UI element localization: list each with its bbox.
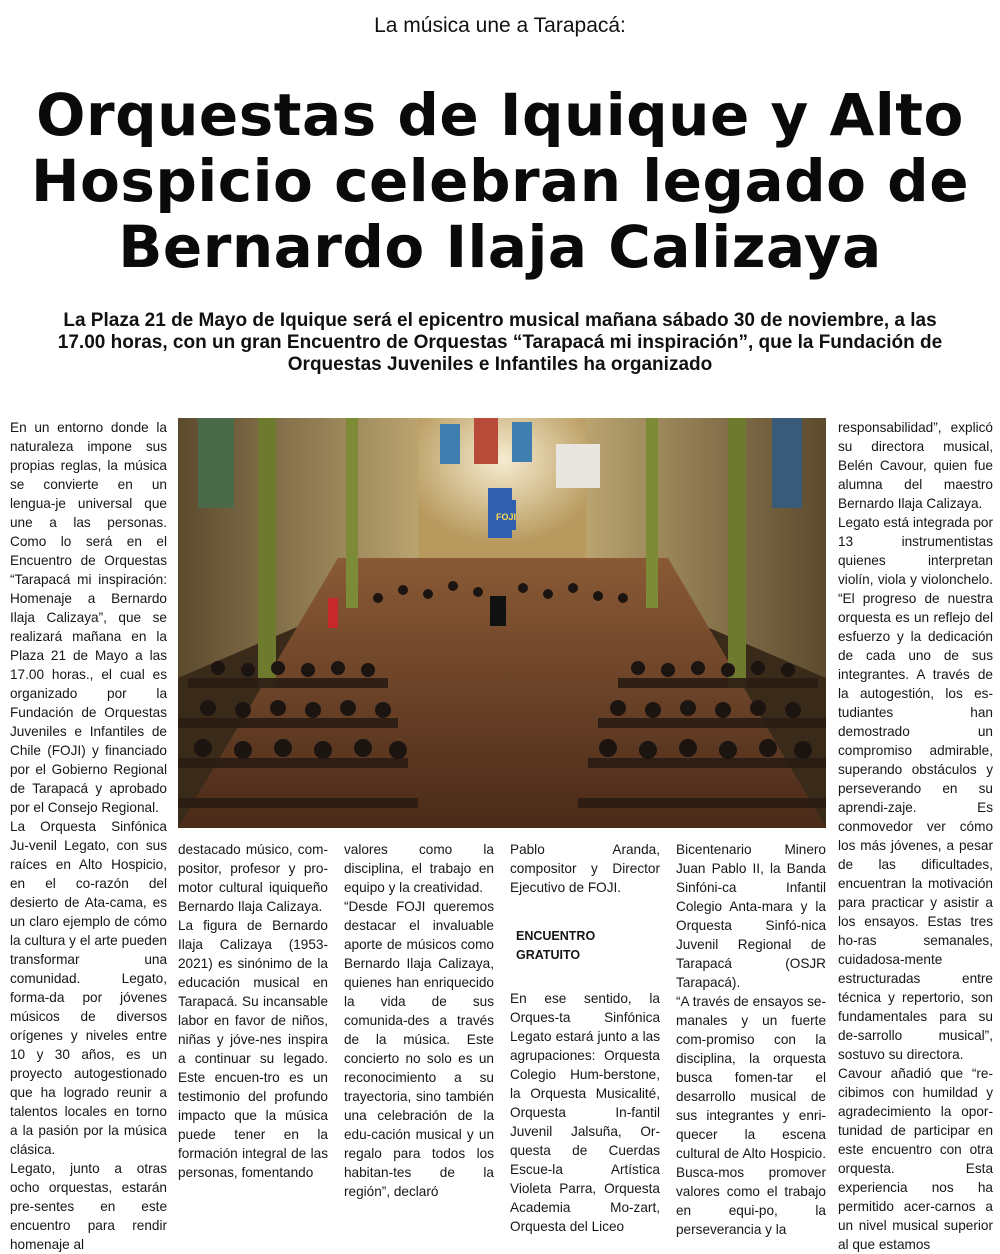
column-4 [510, 840, 660, 1234]
section-subhead: ENCUENTRO GRATUITO [516, 929, 596, 962]
headline-line-2: Hospicio celebran legado de [30, 147, 970, 215]
paragraph: “Desde FOJI queremos destacar el invaluable aporte de músicos como Bernardo Ilaja Calizaya, quienes han enriquecido la vida de sus comunida-des a través de la música. Este concierto no solo es un reconocimiento a su trayectoria, sino también una celebración de la edu-cación musical y un regalo para todos los habitan-tes de la región”, declaró [344, 899, 494, 1199]
paragraph: “A través de ensayos se-manales y un fuerte com-promiso con la disciplina, la orquesta busca fomen-tar el desarrollo musical de sus integrantes y enri-quecer la escena cultural de Alto Hospicio. Busca-mos promover valores como el trabajo en equi-po, la perseverancia y la [676, 994, 826, 1237]
column-3 [344, 840, 494, 1199]
paragraph: La figura de Bernardo Ilaja Calizaya (1953-2021) es sinónimo de la educación musical en Tarapacá. Su incansable labor en favor de niños, niñas y jóve-nes inspira a continuar su legado. Este encuen-tro es un testimonio del profundo impacto que la música puede tener en la formación integral de las personas, fomentando [178, 918, 328, 1180]
column-2 [178, 840, 328, 1178]
paragraph: valores como la disciplina, el trabajo en equipo y la creatividad. [344, 842, 494, 895]
paragraph: Cavour añadió que “re-cibimos con humildad y agradecimiento la opor-tunidad de participar en este encuentro con otra orquesta. Esta experiencia nos ha permitido acer-carnos a un nivel musical superior al que estamos [838, 1066, 993, 1252]
paragraph: En un entorno donde la naturaleza impone sus propias reglas, la música se convierte en un lengua-je universal que une a las personas. Como lo será en el Encuentro de Orquestas “Tarapacá mi inspiración: Homenaje a Bernardo Ilaja Calizaya”, que se realizará mañana en la Plaza 21 de Mayo a las 17.00 horas., el cual es organizado por la Fundación de Orquestas Juveniles e Infantiles de Chile (FOJI) y financiado por el Gobierno Regional de Tarapacá y aprobado por el Consejo Regional. [10, 420, 167, 815]
column-6 [838, 418, 993, 1252]
paragraph: En ese sentido, la Orques-ta Sinfónica Legato estará junto a las agrupaciones: Orquesta Colegio Hum-berstone, la Orquesta Musicalité, Orquesta In-fantil Juvenil Jalsuña, Or-questa de Cuerdas Escue-la Artística Violeta Parra, Orquesta Academia Mo-zart, Orquesta del Liceo [510, 991, 660, 1234]
church-concert-photo [178, 418, 826, 828]
paragraph: responsabilidad”, explicó su directora musical, Belén Cavour, quien fue alumna del maestro Bernardo Ilaja Calizaya. [838, 420, 993, 511]
paragraph: Bicentenario Minero Juan Pablo II, la Banda Sinfóni-ca Infantil Colegio Anta-mara y la Orquesta Sinfó-nica Juvenil Regional de Tarapacá (OSJR Tarapacá). [676, 842, 826, 990]
paragraph: Pablo Aranda, compositor y Director Ejecutivo de FOJI. [510, 842, 660, 895]
kicker: La música une a Tarapacá: [374, 14, 626, 37]
column-1 [10, 418, 167, 1252]
foji-banner-text: FOJI [495, 512, 517, 522]
paragraph: Legato, junto a otras ocho orquestas, estarán pre-sentes en este encuentro para rendir homenaje al [10, 1161, 167, 1252]
paragraph: Legato está integrada por 13 instrumentistas quienes interpretan violín, viola y violonchelo. “El progreso de nuestra orquesta es un reflejo del esfuerzo y la dedicación de cada uno de sus integrantes. A través de la autogestión, los es-tudiantes han demostrado un compromiso admirable, superando obstáculos y perseverando en su aprendi-zaje. Es conmovedor ver cómo los más jóvenes, a pesar de las dificultades, encuentran la motivación para practicar y asistir a los ensayos. Estas tres ho-ras semanales, cuidadosa-mente estructuradas entre técnica y repertorio, son fundamentales para su de-sarrollo musical”, sostuvo su directora. [838, 515, 993, 1062]
paragraph: La Orquesta Sinfónica Ju-venil Legato, con sus raíces en Alto Hospicio, en el co-razón del desierto de Ata-cama, es un claro ejemplo de cómo la cultura y el arte pueden transformar una comunidad. Legato, forma-da por jóvenes músicos de diversos orígenes y niveles entre 10 y 30 años, es un proyecto autogestionado que ha logrado reunir a talentos locales en torno a la pasión por la música clásica. [10, 819, 167, 1157]
headline-line-3: Bernardo Ilaja Calizaya [118, 213, 882, 281]
column-5 [676, 840, 826, 1237]
lede: La Plaza 21 de Mayo de Iquique será el epicentro musical mañana sábado 30 de noviembre, a las 17.00 horas, con un gran Encuentro de Orquestas “Tarapacá mi inspiración”, que la Fundación de Orquestas Juveniles e Infantiles ha organizado [57, 310, 943, 375]
paragraph: destacado músico, com-positor, profesor y pro-motor cultural iquiqueño Bernardo Ilaja Calizaya. [178, 842, 328, 914]
headline-line-1: Orquestas de Iquique y Alto [36, 81, 964, 149]
headline [10, 82, 990, 280]
